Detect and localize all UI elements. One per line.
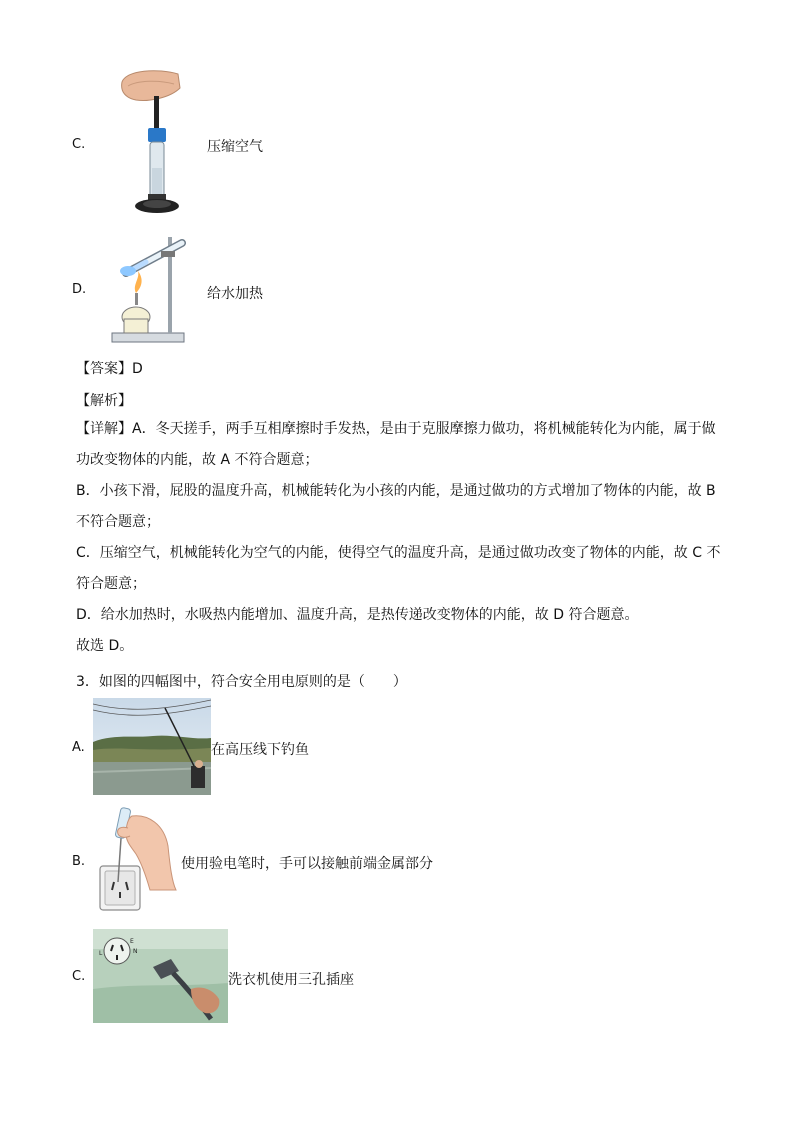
answer-line (76, 358, 143, 378)
detail-line: 功改变物体的内能，故 A 不符合题意； (76, 452, 319, 468)
piston-compress-air-image (108, 68, 188, 220)
socket-label-e: E (130, 938, 134, 945)
option-c-letter: C. (72, 137, 86, 152)
question-3-stem: 3．如图的四幅图中，符合安全用电原则的是（ ） (76, 674, 407, 690)
option-d-caption: 给水加热 (207, 286, 263, 302)
detail-paragraph (76, 414, 720, 662)
detail-line: 符合题意； (76, 576, 146, 592)
analysis-label: 【解析】 (76, 393, 132, 409)
q3-option-a-letter: A. (72, 740, 85, 755)
option-c-caption: 压缩空气 (207, 139, 263, 155)
detail-line: 【详解】A．冬天搓手，两手互相摩擦时手发热，是由于克服摩擦力做功，将机械能转化为内能，属于做 (76, 421, 716, 437)
detail-line: C．压缩空气，机械能转化为空气的内能，使得空气的温度升高，是通过做功改变了物体的内能，故 C 不 (76, 545, 721, 561)
q3-option-c-caption: 洗衣机使用三孔插座 (228, 972, 354, 988)
answer-value: D (132, 361, 143, 377)
socket-label-n: N (133, 948, 138, 955)
answer-label: 【答案】 (76, 361, 132, 377)
q3-option-a-caption: 在高压线下钓鱼 (211, 742, 309, 758)
test-pen-socket-image (92, 806, 178, 916)
socket-label-l: L (99, 950, 103, 957)
washing-machine-socket-image (93, 929, 228, 1023)
q3-option-b-letter: B. (72, 854, 86, 869)
detail-line: 不符合题意； (76, 514, 160, 530)
q3-option-b-caption: 使用验电笔时，手可以接触前端金属部分 (181, 856, 433, 872)
detail-line: 故选 D。 (76, 638, 134, 654)
q3-option-c-letter: C. (72, 969, 86, 984)
option-d-letter: D. (72, 282, 87, 297)
detail-line: D．给水加热时，水吸热内能增加、温度升高，是热传递改变物体的内能，故 D 符合题意。 (76, 607, 639, 623)
fishing-under-power-line-image (93, 698, 211, 795)
test-tube-heating-image (108, 233, 188, 345)
detail-line: B．小孩下滑，屁股的温度升高，机械能转化为小孩的内能，是通过做功的方式增加了物体的内能，故 B (76, 483, 716, 499)
